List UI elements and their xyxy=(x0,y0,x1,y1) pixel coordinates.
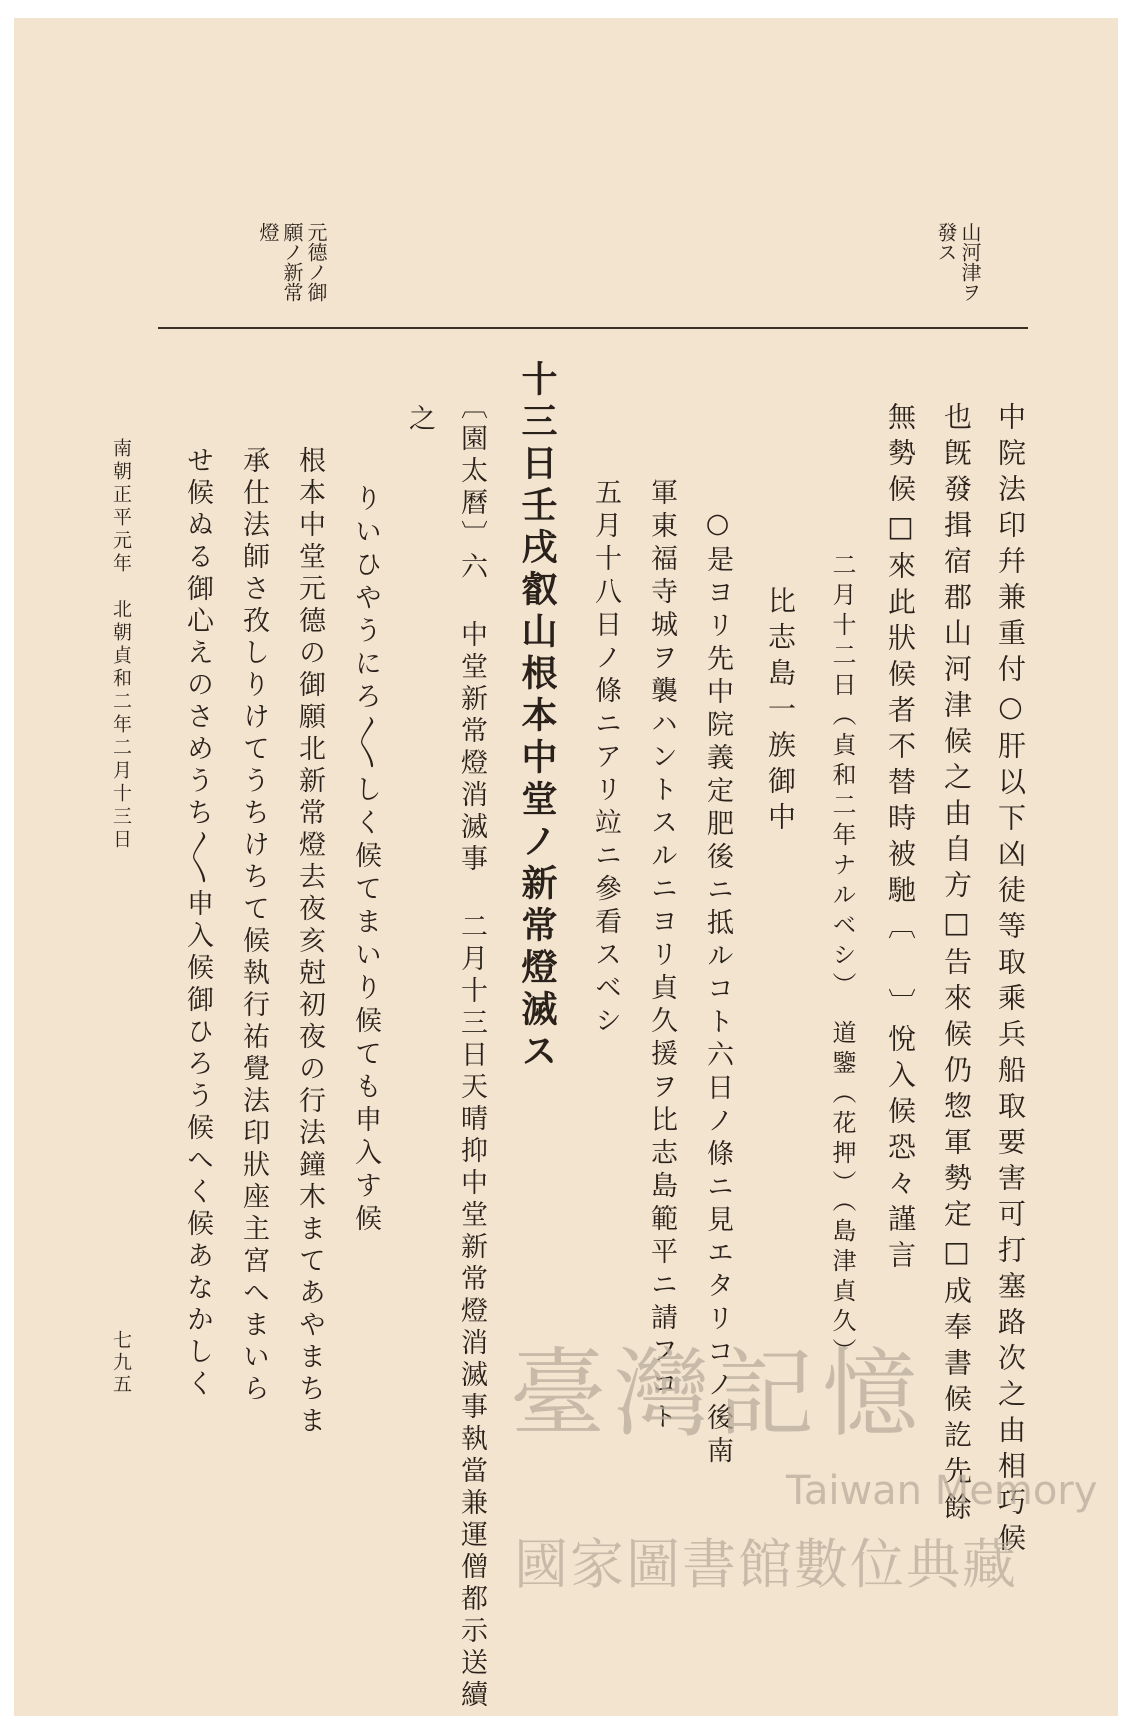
text-column-7: 軍東福寺城ヲ襲ハントスルニヨリ貞久援ヲ比志島範平ニ請フコト xyxy=(646,478,677,1435)
header-rule xyxy=(158,327,1028,329)
margin-note-left-1: 元德ノ御 xyxy=(304,222,328,302)
entry-heading: 十三日壬戌叡山根本中堂ノ新常燈滅ス xyxy=(516,360,558,1074)
text-column-13: 根本中堂元德の御願北新常燈去夜亥尅初夜の行法鐘木まてあやまちま xyxy=(294,446,325,1438)
text-column-6: ○是ヨリ先中院義定肥後ニ抵ルコト六日ノ條ニ見エタリコノ後南 xyxy=(702,508,733,1469)
text-column-11: 之 xyxy=(404,404,435,436)
text-column-1: 中院法印幷兼重付○肝以下凶徒等取乘兵船取要害可打塞路次之由相巧候 xyxy=(994,402,1027,1559)
text-column-10-source: 〔園太曆〕六 中堂新常燈消滅事 二月十三日天晴抑中堂新常燈消滅事執當兼運僧都示送續 xyxy=(456,392,487,1712)
text-column-2: 也旣發揖宿郡山河津候之由自方□告來候仍惣軍勢定□成奉書候訖先餘 xyxy=(940,402,973,1528)
text-column-15: せ候ぬる御心えのさめうち〳〵申入候御ひろう候へく候あなかしく xyxy=(182,446,213,1401)
text-column-5-addressee: 比志島一族御中 xyxy=(764,586,797,838)
footer-era-date: 南朝正平元年 北朝貞和二年二月十三日 xyxy=(110,438,132,852)
margin-note-left-2: 願ノ新常 xyxy=(280,222,304,302)
text-column-4-date-signature: 二月十二日（貞和二年ナルベシ） 道鑒（花押）（島津貞久） xyxy=(828,552,856,1368)
watermark-institution: 國家圖書館數位典藏 xyxy=(514,1533,1018,1596)
margin-note-right-2: 發ス xyxy=(934,222,958,262)
watermark-latin: Taiwan Memory xyxy=(786,1468,1098,1514)
text-column-8: 五月十八日ノ條ニアリ竝ニ參看スベシ xyxy=(590,478,621,1039)
watermark-calligraphy: 臺灣記憶 xyxy=(510,1338,926,1450)
text-column-12: りいひやうにろ〳〵しく候てまいり候ても申入す候 xyxy=(350,484,381,1237)
text-column-3: 無勢候□來此狀候者不替時被馳〔 〕悅入候恐々謹言 xyxy=(884,402,917,1276)
margin-note-left-3: 燈 xyxy=(256,222,280,242)
page-number: 七九五 xyxy=(110,1330,132,1396)
text-column-14: 承仕法師さ孜しりけてうちけちて候執行祐覺法印狀座主宮へまいら xyxy=(238,446,269,1406)
margin-note-right-1: 山河津ヲ xyxy=(958,222,982,302)
